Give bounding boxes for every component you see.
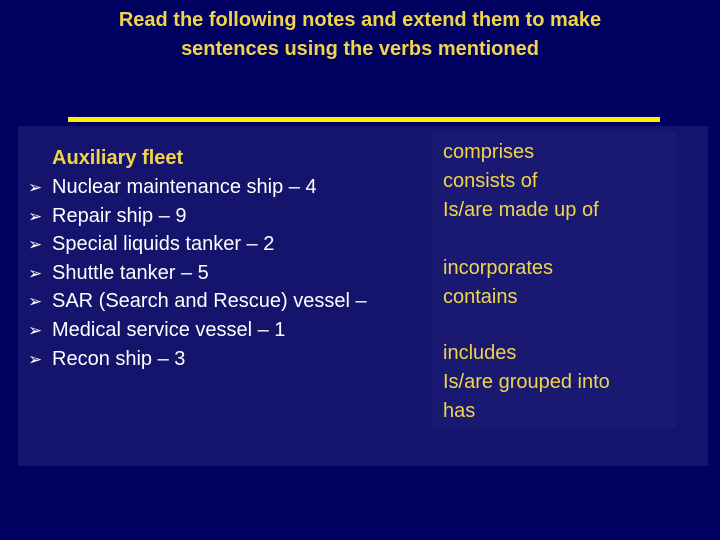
arrow-bullet-icon: ➢ [28,350,43,369]
arrow-bullet-icon: ➢ [28,292,43,311]
list-item-text: Special liquids tanker – 2 [52,233,275,255]
arrow-bullet-icon: ➢ [28,178,43,197]
slide-title [0,6,720,64]
list-item [28,259,209,288]
verb-item: Is/are made up of [443,199,599,221]
arrow-bullet-icon: ➢ [28,207,43,226]
list-item [28,173,317,202]
arrow-bullet-icon: ➢ [28,264,43,283]
list-item-text: Medical service vessel – 1 [52,319,286,341]
verb-item: comprises [443,141,535,163]
verb-item: has [443,400,476,422]
title-divider [68,117,660,122]
list-item-text: Shuttle tanker – 5 [52,262,209,284]
list-item [28,316,285,345]
list-item [28,287,367,316]
list-item [28,345,185,374]
verb-item: includes [443,342,517,364]
verb-item: contains [443,286,518,308]
slide-title-line-2: sentences using the verbs mentioned [181,38,539,60]
list-item-text: SAR (Search and Rescue) vessel – [52,290,367,312]
list-item-text: Nuclear maintenance ship – 4 [52,176,317,198]
verb-item: Is/are grouped into [443,371,610,393]
slide-title-line-1: Read the following notes and extend them to make [118,9,602,31]
list-item [28,202,187,231]
notes-heading: Auxiliary fleet [52,147,184,169]
arrow-bullet-icon: ➢ [28,321,43,340]
list-item-text: Repair ship – 9 [52,205,187,227]
verb-item: incorporates [443,257,554,279]
list-item-text: Recon ship – 3 [52,348,186,370]
list-item [28,230,274,259]
arrow-bullet-icon: ➢ [28,235,43,254]
verb-item: consists of [443,170,538,192]
